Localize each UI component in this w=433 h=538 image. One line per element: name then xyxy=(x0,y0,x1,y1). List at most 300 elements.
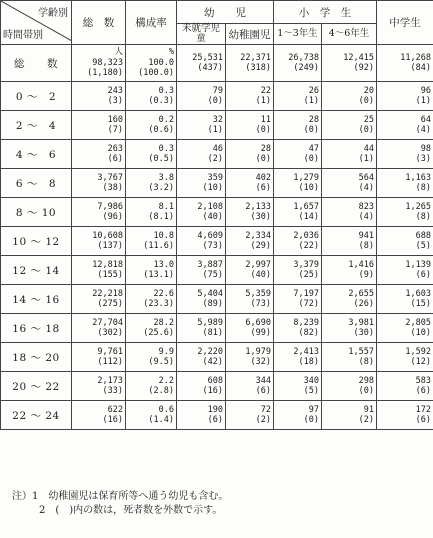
cell-deaths: (40) xyxy=(250,270,271,280)
cell-value: 1,979 xyxy=(245,346,271,357)
cell-deaths: (82) xyxy=(298,328,319,338)
table-row xyxy=(1,372,433,401)
table-cell xyxy=(177,82,226,111)
cell-deaths: (26) xyxy=(353,299,374,309)
cell-deaths: (16) xyxy=(102,415,123,425)
row-label: 2 〜 4 xyxy=(1,111,72,140)
cell-value: 26,738 xyxy=(288,52,319,63)
cell-deaths: (25) xyxy=(298,270,319,280)
header-middle: 中学生 xyxy=(377,1,433,45)
cell-deaths: (2) xyxy=(255,415,271,425)
table-cell xyxy=(226,82,274,111)
table-row xyxy=(1,256,433,285)
cell-deaths: (92) xyxy=(353,63,374,73)
table-cell xyxy=(377,343,433,372)
table-cell xyxy=(377,372,433,401)
table-cell xyxy=(72,372,126,401)
cell-value: 20 xyxy=(363,85,374,96)
cell-value: 10,608 xyxy=(92,230,123,241)
cell-deaths: (42) xyxy=(202,357,223,367)
cell-value: 46 xyxy=(212,143,223,154)
table-cell xyxy=(322,45,377,82)
cell-deaths: (8) xyxy=(415,183,431,193)
cell-value: 2,220 xyxy=(197,346,223,357)
cell-value: 22,371 xyxy=(240,52,271,63)
cell-deaths: (40) xyxy=(202,212,223,222)
table-cell xyxy=(322,401,377,430)
cell-value: 8,239 xyxy=(293,317,319,328)
header-grades-4-6: 4〜6年生 xyxy=(322,24,377,45)
cell-deaths: (2.8) xyxy=(148,386,174,396)
cell-value: 190 xyxy=(207,404,223,415)
cell-deaths: (29) xyxy=(250,241,271,251)
table-cell xyxy=(72,256,126,285)
cell-value: 2.2 xyxy=(158,375,174,386)
table-cell xyxy=(377,111,433,140)
cell-deaths: (73) xyxy=(202,241,223,251)
corner-top-label: 学齢別 xyxy=(38,8,68,19)
cell-value: 3,981 xyxy=(348,317,374,328)
cell-value: 0.3 xyxy=(158,85,174,96)
cell-deaths: (13.1) xyxy=(143,270,174,280)
cell-value: 28 xyxy=(308,114,319,125)
cell-value: 7,197 xyxy=(293,288,319,299)
cell-value: 9.9 xyxy=(158,346,174,357)
table-cell xyxy=(274,111,322,140)
row-label: 18 〜 20 xyxy=(1,343,72,372)
cell-value: 98,323 xyxy=(92,57,123,68)
table-cell xyxy=(126,169,177,198)
table-cell xyxy=(377,169,433,198)
corner-header xyxy=(1,1,72,45)
table-cell xyxy=(177,198,226,227)
note-2: 2 ( )内の数は，死者数を外数で示す。 xyxy=(39,505,223,516)
cell-value: 11 xyxy=(260,114,271,125)
cell-value: 96 xyxy=(420,85,431,96)
cell-deaths: (437) xyxy=(197,63,223,73)
header-grades-1-3: 1〜3年生 xyxy=(274,24,322,45)
row-label: 0 〜 2 xyxy=(1,82,72,111)
table-cell xyxy=(377,314,433,343)
cell-deaths: (100.0) xyxy=(138,68,174,79)
cell-deaths: (5) xyxy=(303,386,319,396)
table-cell xyxy=(226,343,274,372)
header-preschool: 未就学児 童 xyxy=(177,24,226,45)
corner-bottom-label: 時間帯別 xyxy=(3,30,43,41)
table-row xyxy=(1,285,433,314)
cell-deaths: (22) xyxy=(298,241,319,251)
cell-deaths: (6) xyxy=(415,415,431,425)
cell-value: 98 xyxy=(420,143,431,154)
table-cell xyxy=(274,140,322,169)
cell-deaths: (99) xyxy=(250,328,271,338)
table-cell xyxy=(226,256,274,285)
table-cell xyxy=(226,45,274,82)
table-cell xyxy=(274,343,322,372)
cell-value: 97 xyxy=(308,404,319,415)
table-cell xyxy=(72,140,126,169)
table-cell xyxy=(177,140,226,169)
cell-value: 8.1 xyxy=(158,201,174,212)
cell-value: 298 xyxy=(358,375,374,386)
cell-value: 7,986 xyxy=(97,201,123,212)
header-infant-group: 幼 児 xyxy=(177,1,274,24)
table-cell xyxy=(226,314,274,343)
cell-value: 44 xyxy=(363,143,374,154)
cell-value: 2,108 xyxy=(197,201,223,212)
table-cell xyxy=(126,45,177,82)
cell-deaths: (0.3) xyxy=(148,96,174,106)
table-cell xyxy=(322,314,377,343)
table-cell xyxy=(322,140,377,169)
table-cell xyxy=(322,227,377,256)
cell-deaths: (0) xyxy=(358,96,374,106)
table-cell xyxy=(177,45,226,82)
cell-deaths: (1.4) xyxy=(148,415,174,425)
cell-deaths: (15) xyxy=(410,299,431,309)
cell-deaths: (4) xyxy=(415,125,431,135)
cell-deaths: (1) xyxy=(255,96,271,106)
cell-value: 1,416 xyxy=(348,259,374,270)
cell-deaths: (14) xyxy=(298,212,319,222)
cell-deaths: (18) xyxy=(298,357,319,367)
table-cell xyxy=(377,140,433,169)
row-label: 12 〜 14 xyxy=(1,256,72,285)
table-cell xyxy=(126,285,177,314)
cell-deaths: (32) xyxy=(250,357,271,367)
table-cell xyxy=(322,111,377,140)
table-row xyxy=(1,111,433,140)
table-row xyxy=(1,140,433,169)
cell-value: 688 xyxy=(415,230,431,241)
table-cell xyxy=(226,227,274,256)
table-cell xyxy=(274,285,322,314)
cell-value: 1,557 xyxy=(348,346,374,357)
table-cell xyxy=(377,45,433,82)
cell-value: 1,139 xyxy=(405,259,431,270)
cell-value: 0.2 xyxy=(158,114,174,125)
notes xyxy=(12,490,228,518)
cell-deaths: (25.6) xyxy=(143,328,174,338)
cell-value: 340 xyxy=(303,375,319,386)
cell-value: 3,379 xyxy=(293,259,319,270)
table-cell xyxy=(72,169,126,198)
cell-value: 5,404 xyxy=(197,288,223,299)
table-cell xyxy=(177,372,226,401)
table-cell xyxy=(72,285,126,314)
cell-deaths: (0) xyxy=(255,154,271,164)
cell-value: 25 xyxy=(363,114,374,125)
table-cell xyxy=(274,314,322,343)
cell-deaths: (1) xyxy=(415,96,431,106)
cell-deaths: (9.5) xyxy=(148,357,174,367)
cell-value: 263 xyxy=(107,143,123,154)
table-cell xyxy=(226,140,274,169)
cell-value: 26 xyxy=(308,85,319,96)
table-body xyxy=(1,45,433,430)
table-cell xyxy=(126,111,177,140)
cell-deaths: (0.5) xyxy=(148,154,174,164)
table-cell xyxy=(322,256,377,285)
cell-deaths: (3) xyxy=(415,154,431,164)
cell-value: 9,761 xyxy=(97,346,123,357)
table-row xyxy=(1,343,433,372)
table-cell xyxy=(177,169,226,198)
table-cell xyxy=(226,401,274,430)
cell-value: 1,163 xyxy=(405,172,431,183)
cell-value: 72 xyxy=(260,404,271,415)
cell-deaths: (1,180) xyxy=(87,68,123,79)
table-cell xyxy=(72,343,126,372)
row-label: 4 〜 6 xyxy=(1,140,72,169)
cell-value: 6,690 xyxy=(245,317,271,328)
table-cell xyxy=(274,198,322,227)
cell-deaths: (72) xyxy=(298,299,319,309)
row-label: 8 〜 10 xyxy=(1,198,72,227)
cell-deaths: (0) xyxy=(358,386,374,396)
table-row xyxy=(1,227,433,256)
cell-value: 28.2 xyxy=(153,317,174,328)
table-cell xyxy=(274,401,322,430)
cell-deaths: (0) xyxy=(358,125,374,135)
cell-deaths: (9) xyxy=(358,270,374,280)
cell-value: 622 xyxy=(107,404,123,415)
cell-deaths: (0) xyxy=(303,125,319,135)
cell-value: 3,887 xyxy=(197,259,223,270)
cell-deaths: (275) xyxy=(97,299,123,309)
cell-deaths: (112) xyxy=(97,357,123,367)
table-cell xyxy=(377,82,433,111)
cell-deaths: (4) xyxy=(358,183,374,193)
cell-deaths: (6) xyxy=(255,183,271,193)
table-cell xyxy=(126,82,177,111)
cell-deaths: (8) xyxy=(358,241,374,251)
cell-value: 243 xyxy=(107,85,123,96)
header-ratio: 構成率 xyxy=(126,1,177,45)
row-label: 16 〜 18 xyxy=(1,314,72,343)
cell-deaths: (10) xyxy=(202,183,223,193)
cell-value: 91 xyxy=(363,404,374,415)
cell-value: 22,218 xyxy=(92,288,123,299)
row-label: 10 〜 12 xyxy=(1,227,72,256)
table-cell xyxy=(377,285,433,314)
cell-deaths: (3) xyxy=(107,96,123,106)
cell-value: 2,334 xyxy=(245,230,271,241)
row-label: 6 〜 8 xyxy=(1,169,72,198)
table-cell xyxy=(72,401,126,430)
cell-value: 2,805 xyxy=(405,317,431,328)
cell-value: 27,704 xyxy=(92,317,123,328)
table-cell xyxy=(177,401,226,430)
cell-value: 32 xyxy=(212,114,223,125)
cell-value: 2,997 xyxy=(245,259,271,270)
cell-value: 47 xyxy=(308,143,319,154)
cell-value: 79 xyxy=(212,85,223,96)
cell-deaths: (0.6) xyxy=(148,125,174,135)
cell-deaths: (8) xyxy=(415,212,431,222)
cell-deaths: (6) xyxy=(207,415,223,425)
cell-value: 11,268 xyxy=(400,52,431,63)
table-cell xyxy=(72,227,126,256)
row-label: 総 数 xyxy=(1,45,72,82)
cell-value: 2,413 xyxy=(293,346,319,357)
table-cell xyxy=(274,82,322,111)
cell-value: 1,603 xyxy=(405,288,431,299)
cell-deaths: (8) xyxy=(358,357,374,367)
cell-value: 608 xyxy=(207,375,223,386)
table-cell xyxy=(377,198,433,227)
cell-value: 564 xyxy=(358,172,374,183)
cell-value: 0.6 xyxy=(158,404,174,415)
unit-percent: % xyxy=(168,47,174,58)
cell-deaths: (11.6) xyxy=(143,241,174,251)
table-cell xyxy=(322,198,377,227)
table-row xyxy=(1,314,433,343)
cell-deaths: (73) xyxy=(250,299,271,309)
table-row xyxy=(1,198,433,227)
cell-value: 3,767 xyxy=(97,172,123,183)
header-total: 総 数 xyxy=(72,1,126,45)
cell-deaths: (0) xyxy=(207,96,223,106)
table-cell xyxy=(177,227,226,256)
table-cell xyxy=(177,256,226,285)
table-cell xyxy=(72,314,126,343)
cell-deaths: (10) xyxy=(298,183,319,193)
cell-value: 1,657 xyxy=(293,201,319,212)
cell-value: 1,592 xyxy=(405,346,431,357)
cell-value: 402 xyxy=(255,172,271,183)
cell-deaths: (6) xyxy=(415,386,431,396)
cell-deaths: (249) xyxy=(293,63,319,73)
cell-value: 2,655 xyxy=(348,288,374,299)
cell-value: 2,173 xyxy=(97,375,123,386)
note-1: 注）1 幼稚園児は保育所等へ通う幼児も含む。 xyxy=(12,491,229,502)
table-cell xyxy=(322,343,377,372)
cell-deaths: (1) xyxy=(207,125,223,135)
table-cell xyxy=(72,45,126,82)
header-row-main xyxy=(1,1,433,24)
table-cell xyxy=(126,256,177,285)
cell-value: 344 xyxy=(255,375,271,386)
cell-value: 25,531 xyxy=(192,52,223,63)
table-cell xyxy=(126,227,177,256)
table-cell xyxy=(274,372,322,401)
cell-deaths: (2) xyxy=(358,415,374,425)
table-row xyxy=(1,82,433,111)
table-row xyxy=(1,401,433,430)
cell-value: 2,036 xyxy=(293,230,319,241)
table-cell xyxy=(126,198,177,227)
table-cell xyxy=(322,169,377,198)
cell-value: 100.0 xyxy=(148,57,174,68)
cell-deaths: (30) xyxy=(353,328,374,338)
cell-value: 13.0 xyxy=(153,259,174,270)
table-cell xyxy=(177,285,226,314)
cell-value: 5,359 xyxy=(245,288,271,299)
table-cell xyxy=(72,111,126,140)
cell-value: 10.8 xyxy=(153,230,174,241)
cell-deaths: (23.3) xyxy=(143,299,174,309)
cell-value: 64 xyxy=(420,114,431,125)
cell-value: 359 xyxy=(207,172,223,183)
cell-deaths: (3.2) xyxy=(148,183,174,193)
cell-deaths: (89) xyxy=(202,299,223,309)
cell-deaths: (6) xyxy=(255,386,271,396)
header-kindergarten: 幼稚園児 xyxy=(226,24,274,45)
cell-value: 1,279 xyxy=(293,172,319,183)
unit-persons: 人 xyxy=(114,47,123,58)
table-cell xyxy=(226,372,274,401)
cell-deaths: (38) xyxy=(102,183,123,193)
cell-deaths: (5) xyxy=(415,241,431,251)
cell-value: 28 xyxy=(260,143,271,154)
header-elementary-group: 小 学 生 xyxy=(274,1,377,24)
cell-value: 1,265 xyxy=(405,201,431,212)
table-cell xyxy=(274,256,322,285)
cell-value: 4,609 xyxy=(197,230,223,241)
cell-deaths: (0) xyxy=(303,154,319,164)
cell-deaths: (155) xyxy=(97,270,123,280)
cell-deaths: (33) xyxy=(102,386,123,396)
cell-deaths: (0) xyxy=(255,125,271,135)
cell-value: 12,818 xyxy=(92,259,123,270)
row-label: 20 〜 22 xyxy=(1,372,72,401)
table-cell xyxy=(274,45,322,82)
table-cell xyxy=(72,82,126,111)
cell-deaths: (1) xyxy=(303,96,319,106)
table-cell xyxy=(126,401,177,430)
table-cell xyxy=(322,372,377,401)
cell-deaths: (0) xyxy=(303,415,319,425)
table-cell xyxy=(377,401,433,430)
cell-deaths: (81) xyxy=(202,328,223,338)
cell-deaths: (7) xyxy=(107,125,123,135)
table-cell xyxy=(126,140,177,169)
cell-deaths: (6) xyxy=(415,270,431,280)
table-cell xyxy=(322,82,377,111)
table-cell xyxy=(72,198,126,227)
cell-deaths: (8.1) xyxy=(148,212,174,222)
cell-deaths: (12) xyxy=(410,357,431,367)
cell-value: 22 xyxy=(260,85,271,96)
cell-value: 941 xyxy=(358,230,374,241)
table-cell xyxy=(126,314,177,343)
table-cell xyxy=(377,256,433,285)
cell-deaths: (137) xyxy=(97,241,123,251)
cell-deaths: (1) xyxy=(358,154,374,164)
row-label: 14 〜 16 xyxy=(1,285,72,314)
cell-deaths: (6) xyxy=(107,154,123,164)
cell-deaths: (10) xyxy=(410,328,431,338)
total-row xyxy=(1,45,433,82)
cell-deaths: (302) xyxy=(97,328,123,338)
table-row xyxy=(1,169,433,198)
cell-deaths: (30) xyxy=(250,212,271,222)
table-cell xyxy=(226,111,274,140)
cell-value: 5,989 xyxy=(197,317,223,328)
table-cell xyxy=(177,314,226,343)
cell-deaths: (318) xyxy=(245,63,271,73)
cell-deaths: (16) xyxy=(202,386,223,396)
table-cell xyxy=(177,343,226,372)
table-cell xyxy=(274,169,322,198)
table-cell xyxy=(177,111,226,140)
cell-value: 22.6 xyxy=(153,288,174,299)
table-cell xyxy=(274,227,322,256)
cell-value: 160 xyxy=(107,114,123,125)
table-cell xyxy=(322,285,377,314)
table-cell xyxy=(126,372,177,401)
